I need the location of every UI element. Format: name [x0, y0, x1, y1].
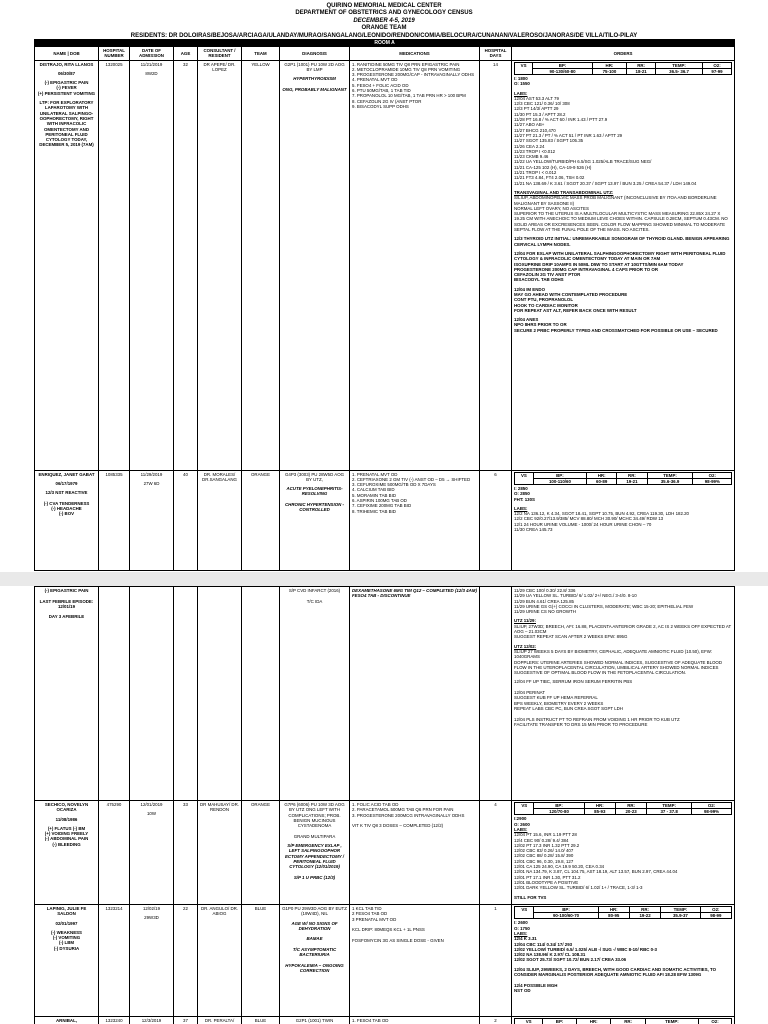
labs-title: LABS:	[514, 931, 528, 936]
diagnosis-detail: S/P EMERGENCY EXLAP , LEFT SALPINGOOPHOR ECTOMY APPENDECTOMY / PERITONEAL FLUID CYTOLOGY (12/01/2019) S/P 1 U PRBC (12/3)	[284, 843, 345, 880]
orders: STILL FOR TVS	[514, 894, 547, 900]
consultant: DR MAHUSAY/ DR. RENDON	[198, 801, 242, 905]
vs-label: VS	[515, 472, 534, 484]
vs-temp: 36.5- 36.7	[656, 68, 703, 74]
vs-bp-label: BP:	[533, 472, 586, 478]
vs-label: VS	[515, 1019, 543, 1024]
admission-aog: 27W 6D	[143, 480, 160, 486]
vs-rr-label: RR:	[615, 803, 646, 809]
vs-hr-label: HR:	[592, 62, 626, 68]
admission-date: 11/21/2019	[140, 61, 163, 67]
hospital-number: 1323240	[99, 1017, 130, 1024]
intake-output: I: 2850 O: 2850 FHT: 130S	[514, 486, 535, 502]
patient-name: LAPINIG, JULIE FE SALDON	[46, 906, 87, 917]
col-diagnosis: DIAGNOSIS	[280, 47, 350, 61]
patient-age: 32	[174, 60, 198, 470]
vs-hr-label: HR:	[598, 907, 629, 913]
diagnosis: G2P1 (1001) TWIN	[280, 1017, 350, 1024]
consultant: DR. ANGULO/ DR. ABIOG	[198, 905, 242, 1017]
diagnosis-detail: ACUTE PYELONEPHRITIS- RESOLVING CHRONIC HYPERTENSION -CONTROLLED	[285, 486, 344, 513]
census-page-2	[0, 586, 768, 1024]
vs-rr-label: RR:	[611, 1019, 645, 1024]
room-label: ROOM A	[35, 40, 735, 47]
vital-signs	[514, 1018, 732, 1024]
vs-o2-label: O2:	[700, 907, 731, 913]
vs-bp: 90-100/60-70	[534, 913, 598, 919]
vs-bp-label: BP:	[533, 62, 593, 68]
labs: 11/29 CBC 100/ 0.30/ 22.8/ 336 11/29 UA YELLOW SL. TURBID/ 6/ 1.02/ 2+/ NEG./ 3-4/0. 8-10 11/29 BUN 4.61/ CREA 125.85 11/29 URINE GS G(+) COCCI IN CLUSTERS, MODERATE; WBC 15-20; EPITHELIAL FEW 11/29 URINE CS NO GROWTH	[514, 588, 694, 615]
hospital-number: 1320025	[99, 60, 130, 470]
admission-aog: 29W3D	[144, 915, 159, 921]
col-team: TEAM	[242, 47, 280, 61]
intake-output: I:2900 O: 2600	[514, 816, 530, 827]
table-row-continued	[35, 587, 735, 801]
vs-label: VS	[515, 907, 534, 919]
vs-rr: 19-22	[629, 913, 660, 919]
orders-endo: 12/04 IM ENDO MAY GO AHEAD WITH CONTEMPLATED PROCEDURE CONT PTU, PROPRANOLOL HOOK TO CARDIAC MONITOR FOR REPEAT AST ALT, REFER BACK ONCE WITH RESULT	[514, 286, 637, 313]
vs-bp: 100-110/60	[533, 478, 586, 484]
vital-signs	[514, 472, 732, 485]
vs-o2: 98-99%	[692, 809, 732, 815]
table-row	[35, 905, 735, 1017]
patient-dob: 11/08/1986	[55, 816, 78, 822]
vs-temp: 35.6-36.9	[647, 478, 693, 484]
patient-dob: 06/30/87	[57, 70, 76, 76]
col-hospital-days: HOSPITAL DAYS	[480, 47, 512, 61]
thyroid-utz: 12/3 THYROID UTZ INITIAL: UNREMARKABLE SONOGRAM OF THYROID GLAND. BENIGN APPEARING CERVICAL LYMPH NODES.	[514, 236, 730, 247]
patient-age: 40	[174, 470, 198, 570]
hospital-number: 1323214	[99, 905, 130, 1017]
labs: 12/4 K 3.31 12/04 CBC 114/ 0.34/ 17/ 293 12/02 YELLOW/ TURBID/ 6.5/ 1.025/ ALB -/ SUG -/ WBC 8-10/ RBC 0-3 12/02 NA 138.96/ K 2.97/ CL 108.31 12/02 SGOT 25.73/ SGPT 10.72/ BUN 2.17/ CREA 33.06	[514, 936, 657, 963]
vs-o2: 98-99%	[693, 478, 732, 484]
vs-o2: 98-99	[700, 913, 731, 919]
admission-date: 12/01/2019	[140, 802, 163, 807]
team-name: ORANGE TEAM	[361, 25, 407, 32]
medications: DEXAMETHASONE 6MG TIM Q12 – COMPLETED (12/3 4AM) FESO4 TAB - DISCONTINUE	[350, 587, 480, 801]
vs-o2-label: O2:	[702, 62, 731, 68]
team: YELLOW	[242, 60, 280, 470]
vs-hr: 80-95	[598, 913, 629, 919]
vs-rr-label: RR:	[627, 62, 656, 68]
col-hospital-number: HOSPITAL NUMBER	[99, 47, 130, 61]
vs-hr: 85-93	[584, 809, 615, 815]
patient-dob: 06/17/1979	[55, 480, 78, 486]
vs-label: VS	[515, 62, 533, 74]
orders: 12/04 FF UP TIBC, SERRUM IRON SERUM FERRITIN PBS 12/04 PERINAT SUGGEST KUB FF UP HEMA REFERRAL BPS WEEKLY, BIOMETRY EVERY 2 WEEKS REPEAT LABS CBC PC, BUN CREA SGOT SGPT LDH 12/04 PLS INSTRUCT PT TO REFRAIN FROM VOIDING 1 HR PRIOR TO KUB UTZ FACILITATE TRANSFER TO DRS 15 MIN PRIOR TO PROCEDURE	[514, 679, 680, 727]
consultant: DR. MORALES/ DR.SANGALANG	[198, 470, 242, 570]
vs-hr-label: HR:	[584, 803, 615, 809]
vs-hr-label: HR:	[587, 472, 617, 478]
diagnosis: G7P6 (6006) PU 10W 3D AOG BY UTZ ONG LEFT WITH COMPLICATIONS; PROB. BENIGN MUCINOUS CYSTADENOMA GRAND MULTIPARA	[284, 802, 345, 839]
vs-hr: 60-89	[587, 478, 617, 484]
vs-temp-label: TEMP:	[647, 803, 692, 809]
utz-title: UTZ 12/02:	[514, 643, 537, 649]
patient-complaints: 12/3 NST REACTIVE (-) CVA TENDERNESS (-) HEADACHE (-) BOV	[43, 490, 90, 517]
vs-temp: 35.9-37	[661, 913, 700, 919]
intake-output: I: 2600 O: 1750	[514, 920, 530, 931]
patient-name: ARNIBAL,	[35, 1017, 99, 1024]
admission-aog: 10W	[146, 811, 157, 817]
table-row	[35, 801, 735, 905]
hospital-number: 475290	[99, 801, 130, 905]
page-separator	[0, 572, 768, 586]
patient-name: DISTRAJO, RITA LLANOS	[39, 61, 94, 67]
labs: 12/2 NA 136.12, K 4.34, SGOT 18.41, SGPT 10.75, BUN 4.92, CREA 119.30, LDH 182.20 12/2 CBC 92/0.27/13.9/385/ MCV 88.80/ MCH 30.90/ MCHC 34.49/ RDW 13 12/1 24 HOUR URINE VOLUME - 1000/ 24 HOUR URINE CHON – 70 11/30 CREA 145.73	[514, 511, 689, 533]
orders-surgery: 12/04 FOR EXLAP WITH UNILATERAL SALPHINGOOPHORECTOMY RIGHT WITH PERITONEAL FLUID CYTOLOGY & INFRACOLIC OMENTECTOMY TODAY AT MAIN OR 7AM ISOXUPRINE DRIP 10AMPS IN 50ML D5W TO START AT 10GTTS/MIN 6AM TODAY PROGESTERONE 200MG CAP INTRAVAGINAL 4 CAPS PRIOR TO OR CEFAZOLIN 2G TIV ANST PTOR BISACODYL TAB ODHS	[514, 250, 726, 283]
hospital-days: 14	[480, 60, 512, 470]
department-name: DEPARTMENT OF OBSTETRICS AND GYNECOLOGY CENSUS	[295, 10, 473, 17]
hospital-days: 1	[480, 905, 512, 1017]
census-table-continued	[34, 586, 735, 1024]
vs-rr: 18-21	[627, 68, 656, 74]
orders-anes: 12/04 ANES NPO 8HRS PRIOR TO OR SECURE 2 PRBC PROPERLY TYPED AND CROSSMATCHED FOR POSSIBLE OR USE – SECURED	[514, 317, 718, 333]
diagnosis: S/P CVD INFARCT (2016) T/C IDA	[280, 587, 350, 801]
table-row	[35, 470, 735, 570]
patient-age: 22	[174, 905, 198, 1017]
medications: 1. FESO4 TAB OD	[350, 1017, 480, 1024]
vs-bp-label: BP:	[534, 803, 584, 809]
patient-complaints: (+) FLATUS (-) BM (+) VOIDING FREELY (-) ABDOMINAL PAIN (-) BLEEDING	[44, 825, 89, 847]
vs-bp: 120/70-80	[534, 809, 584, 815]
vs-rr-label: RR:	[617, 472, 647, 478]
labs-title: LABS:	[514, 827, 528, 832]
utz-title: TRANSVAGINAL AND TRANSABDOMINAL UTZ:	[514, 189, 614, 195]
col-orders: ORDERS	[512, 47, 735, 61]
patient-age: 37	[174, 1017, 198, 1024]
hospital-days: 2	[480, 1017, 512, 1024]
patient-complaints: (-) EPIGASTRIC PAIN (-) FEVER (+) PERSISTENT VOMITING	[37, 80, 96, 96]
column-header-row	[35, 47, 735, 61]
residents-list: RESIDENTS: DR DOLOIRAS/BEJOSA/ARCIAGA/ULANDAY/MURAO/SANGALANG/LEONIDO/RENDON/COMIA/BELOCURA/CUNANAN/VALEROSO/JANORAS/DE VILLA/TILO-PILAY	[130, 32, 638, 39]
table-row	[35, 60, 735, 470]
vs-hr-label: HR:	[576, 1019, 610, 1024]
col-consultant: CONSULTANT / RESIDENT	[198, 47, 242, 61]
hospital-name: QUIRINO MEMORIAL MEDICAL CENTER	[326, 3, 442, 9]
hospital-days: 6	[480, 470, 512, 570]
team: ORANGE	[242, 801, 280, 905]
vs-o2-label: O2:	[699, 1019, 732, 1024]
consultant: DR APEPE/ DR. LOPEZ	[198, 60, 242, 470]
patient-complaints: (-) WEAKNESS (-) VOMITING (-) LBM (-) DYSURIA	[51, 929, 82, 951]
vs-temp-label: TEMP:	[645, 1019, 698, 1024]
medications: 1. RANITIDINE 50MG TIV Q8 PRN EPIGASTRIC PAIN 2. METOCLOPRAMIDE 10MG TIV Q8 PRN VOMITING 3. PROGESTERONE 200MG/CAP - INTRAVAGINALLY ODHS 4. PRENATAL MVT OD 5. FESO4 + FOLIC ACID OD 6. PTU 50MG/TAB, 1 TAB TID 7. PROPANOLOL 10 MG/TAB, 1 TAB PRN HR > 100 BPM 8. CEFAZOLIN 2G IV (ANST PTOR 9. BISACODYL SUPP ODHS	[350, 60, 480, 470]
diagnosis-detail: HYPERTHYROIDISM ONG, PROBABLY MALIGNANT	[282, 76, 347, 92]
vs-o2: 97-99	[702, 68, 731, 74]
intake-output: I: 1800 O: 1550	[514, 76, 530, 87]
diagnosis: G4P3 (3003) PU 28W5D AOG BY UTZ,	[284, 471, 345, 482]
table-row	[35, 1017, 735, 1024]
vs-bp: 90-130/60-80	[533, 68, 593, 74]
patient-name: SECHICO, NOVELYN OCARIZA	[44, 802, 89, 813]
vs-hr: 75-100	[592, 68, 626, 74]
col-medications: MEDICATIONS	[350, 47, 480, 61]
patient-age: 33	[174, 801, 198, 905]
vs-temp-label: TEMP:	[647, 472, 693, 478]
hospital-days: 4	[480, 801, 512, 905]
census-date: DECEMBER 4-5, 2019	[353, 17, 415, 24]
vs-o2-label: O2:	[693, 472, 732, 478]
medications: 1 KCL TAB TID 2 FESO4 TAB OD 3 PRENATAL MVT OD KCL DRIP: 80MEQS KCL + 1L PNSS FOSFOMYCIN 3G AS SINGLE DOSE - GIVEN	[350, 905, 480, 1017]
vs-temp: 37 - 37.8	[647, 809, 692, 815]
vs-bp-label: BP:	[534, 907, 598, 913]
team: BLUE	[242, 905, 280, 1017]
vital-signs	[514, 62, 732, 75]
diagnosis-detail: AGE W/ NO SIGNS OF DEHYDRATION BAMAE T/C ASYMPTOMATIC BACTERIURIA HYPOKALEMIA – ONGOING CORRECTION	[285, 920, 344, 974]
patient-name: ENRIQUEZ, JANET GABAT	[38, 471, 95, 477]
col-age: AGE	[174, 47, 198, 61]
vs-bp-label: BP:	[543, 1019, 577, 1024]
team: ORANGE	[242, 470, 280, 570]
admission-date: 11/29/2019	[140, 471, 163, 477]
medications: 1. FOLIC ACID TAB OD 2. PARACETAMOL 500MG TAB Q6 PRN FOR PAIN 3. PROGESTERONE 200MCG INTRAVAGINALLY ODHS VIT K TIV Q8 3 DOSES – COMPLETED (12/2)	[350, 801, 480, 905]
vs-o2-label: O2:	[692, 803, 732, 809]
diagnosis: G1P0 PU 29W3D AOG BY EUTZ (19W4D), NIL	[282, 906, 347, 917]
col-admission-date: DATE OF ADMISSION	[130, 47, 174, 61]
utz-findings: S/LIUP, ABDOMINOPELVIC MASS PROB MALIGNANT (INCONCLUSIVE BY ITOA AND BORDERLINE MALIGNANT BY SASSONE II) NORMAL LEFT OVARY, NO ASCITES SUPERIOR TO THE UTERUS IS A MULTILOCULAR MULTICYSTIC MASS MEASURING 22.85X 24.27 X 19.25 CM WITH ANECHOIC TO MEDIUM LEVE CHOES WITHIN. CAPSULE 0.28CM, SEPTUM 0.43CM. NO SOLID AREAS OR EXCRESENCES SEEN. COLOR FLOW MAPPING SHOWED MINIMAL TO MODERATE SEPTAL FLOW AT THE FUNAL POLE OF THE MASS. NO ASCITES.	[514, 195, 728, 233]
census-header	[0, 0, 768, 40]
vital-signs	[514, 906, 732, 919]
vs-rr: 20-23	[615, 809, 646, 815]
vital-signs	[514, 802, 732, 815]
team: BLUE	[242, 1017, 280, 1024]
medications: 1. PRENATAL MVT OD 2. CEFTRIAXONE 2 GM TIV (-) ANST OD – D5 → SHIFTED 3. CEFUROXIME 500MG/TB OD X 7DAYS 4. CALCIUM TAB BID 5. MORAMIN TAB BID 6. ASPIRIN 100MG TAB OD 7. CEFIXIME 200MG TAB BID 8. TRIHEMIC TAB BID	[350, 470, 480, 570]
utz-findings: SLIUP 27 WEEKS 5 DAYS BY BIOMETRY, CEPHALIC, ADEQUATE AMNIOTIC FLUID (10.50), EFW: 1040GRAMS DOPPLERS: UTERINE ARTERIES SHOWED NORMAL INDICES, SUGGESTIVE OF ADEQUATE BLOOD FLOW IN THE UTEROPLACENTAL CIRCULATION, UMBILICAL ARTERY SHOWED NORMAL INDICES SUGGESTIVE OF OPTIMAL BLOOD FLOW IN THE FETOPLACENTAL CIRCULATION.	[514, 648, 723, 676]
labs: 12/04 PT 15.6, INR 1.19 PTT 28 12/4 CBC 90/ 0.28/ 9.4/ 384 12/02 PT 17.3 INR 1.32 PTT 29.2 12/02 CBC 83/ 0.26/ 14.0/ 407 12/02 CBC 88/ 0.28/ 15.8/ 390 12/01 CBC 96, 0.30, 19.8, 127 12/01 CA 125 24.90, CA 19.9 50.20, CEA 0.34 12/01 NA 134.79, K 3.87, CL 104.75, AST 18.19, ALT 13.57, BUN 2.97, CREA 44.04 12/01 PT 17.1 INR 1.30, PTT 31.2 12/01 BLOODTYPE A POSITIVE 12/01 DARK YELLOW SL. TURBID/ 6/ 1.02/ 1+ / TRACE, 1-3/ 1-3	[514, 832, 678, 891]
admission-date: 12/02/19	[142, 906, 161, 911]
admission-aog: 8W2D	[145, 70, 158, 76]
utz-findings: SLIUP, 27W3D; BREECH, AFI: 16.88, PLACENTA ANTERIOR GRADE 2, AC IS 2 WEEKS OFF EXPECTED AT AOG – 21.03CM SUGGEST REPEAT SCAN AFTER 2 WEEKS EFW: 895G	[514, 623, 732, 640]
labs: 12/04 AST 53.3 ALT 79 12/3 CBC 121/ 0.36/ 10/ 308 12/3 PT 14/3/ APTT 29 11/30 PT 15.3 / APTT 28.2 11/28 PT 16.8 / % ACT 60 / INR 1.43 / PTT 27.9 11/27 ABO AB+ 11/27 BHCG 210,470 11/27 PT 21.3 / PT / % ACT 51 / PT INR 1.63 / APTT 29 11/27 SGOT 135.83 / SGPT 105.35 11/26 CEA 2.24 11/23 TROP I <0.012 11/23 CKMB 9.46 11/22 UA YELLOW/TURBID/PH 6.5/SG 1.025/ALB TRACE/SUG NEG/ 11/21 CA-125 102 (H), CA-19-9 526 (H) 11/21 TROP I < 0.012 11/21 FT3 4.84, FT4 2.06, TSH 0.02 11/21 NA 138.69 / K 3.61 / SGOT 20.37 / SGPT 13.97 / BUN 3.25 / CREA 54.37 / LDH 149.04	[514, 95, 697, 186]
consultant: DR. PERALTA/	[198, 1017, 242, 1024]
patient-complaints: (-) EPIGASTRIC PAIN LAST FEBRILE EPISODE: 12/01/19 DAY 3 AFEBRILE	[35, 587, 99, 801]
diagnosis: G2P1 (1001) PU 10W 2D AOG BY LMP	[284, 61, 345, 72]
patient-plan: LTP: FOR EXPLORATORY LAPAROTOMY WITH UNILATERAL SALPINGO-OOPHORECTOMY, RIGHT WITH INFRACOLIC OMENTECTOMY AND PERITONEAL FLUID CYTOLOGY TODAY, DECEMBER 5, 2019 (7AM)	[39, 100, 94, 148]
vs-rr: 19-21	[617, 478, 647, 484]
labs-title: LABS:	[514, 90, 528, 96]
vs-temp-label: TEMP:	[656, 62, 703, 68]
utz-title: UTZ 11/29:	[514, 618, 536, 624]
labs-title: LABS:	[514, 505, 528, 511]
col-name: NAME | DOB	[35, 47, 99, 61]
orders: 12/04 SLIUP, 29WEEKS, 2 DAYS, BREECH, WITH GOOD CARDIAC AND SOMATIC ACTIVITIES, TO CONSIDER MARGINALIS POSTERIOR ADEQUATE AMNIOTIC FLUID AFI 18.28 EFW 1309G 12/4 POSSIBLE MGH NST OD	[514, 966, 716, 993]
vs-temp-label: TEMP:	[661, 907, 700, 913]
census-table	[34, 39, 735, 571]
vs-rr-label: RR:	[629, 907, 660, 913]
hospital-number: 1085335	[99, 470, 130, 570]
patient-dob: 02/01/1997	[55, 920, 78, 926]
vs-label: VS	[515, 803, 534, 815]
admission-date: 12/3/2019	[130, 1017, 174, 1024]
